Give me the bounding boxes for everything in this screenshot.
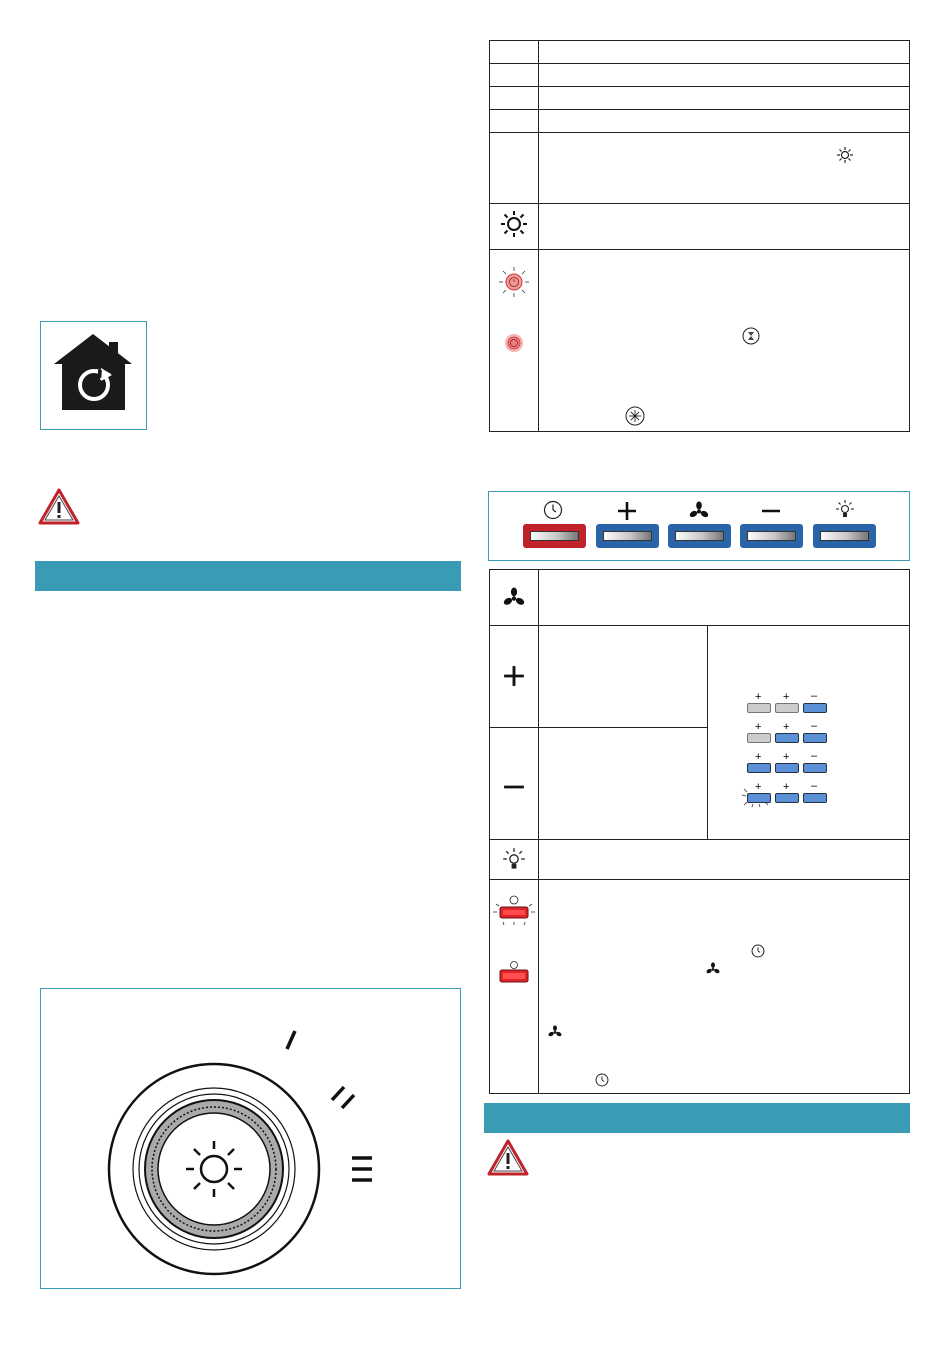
filter-steady-icon — [502, 331, 526, 355]
table-row — [539, 87, 910, 110]
fan-icon — [706, 962, 720, 976]
warning-triangle-icon — [38, 488, 80, 526]
warning-triangle-icon — [487, 1139, 529, 1177]
timer-blink-icon — [491, 892, 537, 926]
fan-icon — [503, 587, 525, 609]
light-button[interactable] — [813, 524, 876, 548]
table-cell — [490, 110, 539, 133]
table-cell — [490, 41, 539, 64]
snowflake-button-icon — [625, 406, 645, 426]
fan-icon — [689, 501, 709, 521]
speed-mark-3 — [352, 1158, 372, 1180]
timer-steady-icon — [497, 959, 531, 985]
plus-button[interactable] — [596, 524, 659, 548]
table-cell — [490, 204, 539, 250]
speed-indicator-1: + + – — [745, 693, 835, 723]
table-cell — [490, 64, 539, 87]
speed-mark-2 — [332, 1087, 354, 1108]
fan-icon — [548, 1025, 562, 1039]
table-row — [539, 133, 910, 204]
section-header-title — [35, 568, 43, 584]
table-cell — [490, 250, 539, 432]
minus-button[interactable] — [740, 524, 803, 548]
section-header-bar — [35, 561, 461, 591]
table-row — [539, 204, 910, 250]
speed-mark-1 — [287, 1031, 295, 1049]
indicator-table — [489, 40, 910, 432]
speed-knob-figure — [40, 988, 461, 1289]
plus-icon — [617, 501, 637, 521]
button-function-table — [489, 569, 910, 1094]
clock-icon — [751, 944, 765, 958]
timer-button[interactable] — [523, 524, 586, 548]
hourglass-button-icon — [742, 327, 760, 345]
fan-button[interactable] — [668, 524, 731, 548]
table-cell — [490, 87, 539, 110]
table-row — [539, 41, 910, 64]
light-bulb-icon — [835, 499, 855, 519]
room-icon-box — [40, 321, 147, 430]
plus-icon — [503, 665, 525, 687]
light-bulb-icon — [502, 847, 526, 871]
section-header-title — [484, 1110, 492, 1126]
table-row — [539, 110, 910, 133]
house-recirculation-icon — [41, 322, 145, 428]
table-row — [539, 250, 910, 432]
small-sun-icon — [837, 147, 853, 163]
minus-icon — [503, 776, 525, 798]
minus-icon — [761, 501, 781, 521]
sun-icon — [499, 209, 529, 239]
table-row — [539, 64, 910, 87]
filter-blink-icon — [497, 265, 531, 299]
knob-face — [158, 1113, 270, 1225]
speed-indicator-3: + + – — [745, 753, 835, 783]
table-cell — [490, 133, 539, 204]
section-header-bar — [484, 1103, 910, 1133]
speed-indicator-2: + + – — [745, 723, 835, 753]
speed-indicator-list — [745, 690, 835, 813]
clock-icon — [543, 500, 563, 520]
clock-icon — [595, 1073, 609, 1087]
speed-indicator-4: + + – — [745, 783, 835, 813]
